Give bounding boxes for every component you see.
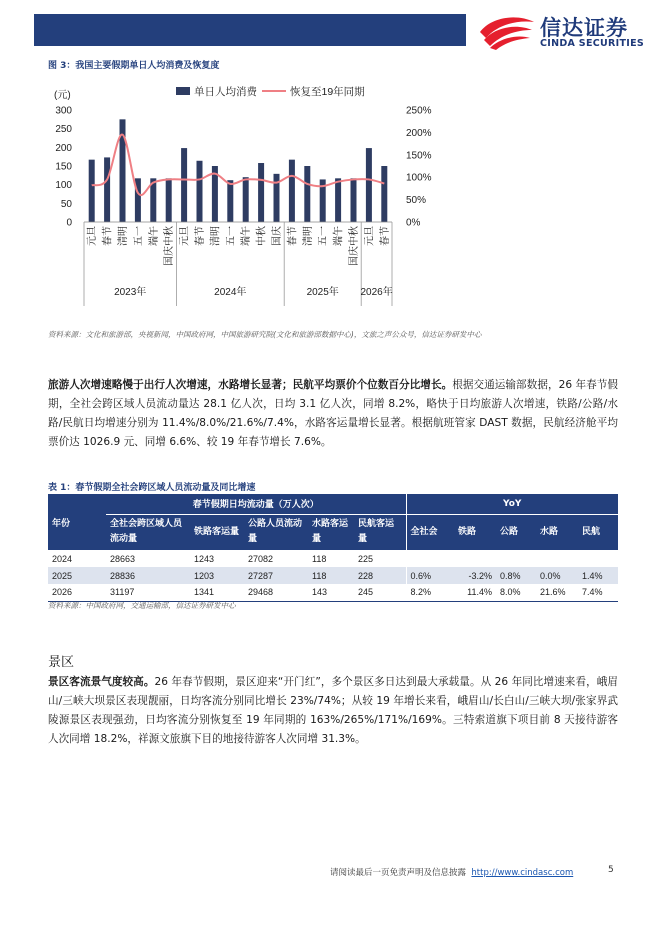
y-right-tick-label: 150% [406,150,432,162]
bar [289,160,295,222]
x-category-label: 春节 [287,226,299,246]
header-col: 水路客运量 [308,514,354,550]
bar [366,148,372,222]
table-row [48,584,618,601]
header-col: 公路 [496,514,536,550]
y-axis-unit-label: (元) [54,90,71,101]
x-category-label: 清明 [302,226,314,246]
cell-year: 2025 [48,567,106,584]
header-col: 公路人员流动量 [244,514,308,550]
bar [227,180,233,222]
cell: 245 [354,584,406,601]
y-left-tick-label: 150 [55,161,72,173]
table-caption: 表 1：春节假期全社会跨区域人员流动量及同比增速 [48,483,256,493]
y-left-tick-label: 300 [55,105,72,117]
legend-line-label: 恢复至19年同期 [290,86,365,98]
year-group-label: 2023年 [114,287,147,298]
year-group-label: 2025年 [306,287,339,298]
header-group-flow: 春节假期日均流动量（万人次） [106,494,406,514]
cell: 118 [312,553,327,564]
header-bar [34,14,466,46]
paragraph-transport [48,376,618,452]
header-col: 铁路 [454,514,496,550]
bar [335,178,341,222]
cell: 31197 [106,584,190,601]
cell: 27287 [244,567,308,584]
x-category-label: 清明 [210,226,222,246]
paragraph-transport-lead: 旅游人次增速略慢于出行人次增速，水路增长显著；民航平均票价个位数百分比增长。 [48,379,453,391]
cell: 143 [308,584,354,601]
x-category-label: 国庆中秋 [164,226,176,266]
x-category-label: 国庆 [272,226,283,246]
y-right-tick-label: 0% [406,217,421,229]
bar [181,148,187,222]
x-category-label: 元旦 [87,226,99,246]
figure-source: 资料来源：文化和旅游部，央视新闻，中国政府网，中国旅游研究院(文化和旅游部数据中心)，文旅之声公众号，信达证券研发中心 [48,330,482,339]
header-col: 全社会 [406,514,454,550]
table-row [48,567,618,584]
x-category-label: 端午 [333,226,345,246]
x-category-label: 中秋 [256,226,268,246]
cell-year: 2026 [48,584,106,601]
x-category-label: 春节 [379,226,391,246]
bar [166,178,172,222]
cell [578,550,618,567]
cell: 118 [308,567,354,584]
cell: 1203 [190,567,244,584]
cell: 0.0% [536,567,578,584]
x-category-label: 五一 [318,226,330,246]
y-left-tick-label: 0 [66,217,72,229]
cell: 7.4% [578,584,618,601]
header-col: 全社会跨区域人员流动量 [106,514,190,550]
cell: 1.4% [578,567,618,584]
x-category-label: 国庆中秋 [349,226,360,266]
bar [258,163,264,222]
bar [104,157,110,222]
header-year: 年份 [48,494,106,550]
cell: 8.0% [496,584,536,601]
cell: 21.6% [536,584,578,601]
header-col: 民航客运量 [354,514,406,550]
cell: 27082 [248,553,274,564]
passenger-flow-table [48,494,618,602]
bar [381,166,387,222]
year-group-label: 2026年 [360,287,393,298]
bar [304,166,310,222]
company-logo [478,12,648,52]
y-right-tick-label: 200% [406,127,432,139]
x-category-label: 五一 [133,226,145,246]
table-source: 资料来源：中国政府网，交通运输部，信达证券研发中心 [48,601,236,610]
cell [536,550,578,567]
header-col: 水路 [536,514,578,550]
y-left-tick-label: 100 [55,180,72,192]
cell: 28663 [110,553,136,564]
bar [351,178,357,222]
year-group-label: 2024年 [214,287,247,298]
figure-caption: 图 3：我国主要假期单日人均消费及恢复度 [48,61,220,71]
logo-chinese: 信达证券 [540,16,628,40]
x-category-label: 元旦 [179,226,191,246]
cell: 225 [358,553,374,564]
bar [197,161,203,222]
x-category-label: 五一 [225,226,237,246]
cell: -3.2% [454,567,496,584]
table-row [48,550,618,567]
y-right-tick-label: 100% [406,172,432,184]
footer-disclaimer: 请阅读最后一页免责声明及信息披露 [330,868,467,878]
y-right-tick-label: 250% [406,105,432,117]
paragraph-transport-body: 根据交通运输部数据，26 年春节假期，全社会跨区域人员流动量达 28.1 亿人次，日均 3.1 亿人次，同增 8.2%，略快于日均旅游人次增速，铁路/公路/水路/民航日均增速分别为 11.4%/8.0%/21.6%/7.4%，水路客运量增长显著。根据航班管家 DAST 数据，民航经济舱平均票价达 1026.9 元、同增 6.6%、较 19 年春节增长 7.6%。 [48,379,618,448]
header-col: 铁路客运量 [190,514,244,550]
x-category-label: 元旦 [364,226,376,246]
cell: 28836 [106,567,190,584]
x-category-label: 春节 [102,226,114,246]
chart [40,74,600,326]
section-title: 景区 [48,655,75,670]
legend-bar-label: 单日人均消费 [194,86,257,98]
cell: 0.8% [496,567,536,584]
cell: 228 [354,567,406,584]
logo-mark-icon [478,12,536,50]
cell: 29468 [244,584,308,601]
legend-bar-swatch [176,87,190,95]
x-category-label: 春节 [195,226,206,246]
cell-year: 2024 [52,553,73,564]
footer [330,866,573,878]
header-group-yoy: YoY [406,494,618,514]
cell [406,550,454,567]
cell: 1243 [194,553,215,564]
x-category-label: 端午 [148,226,160,246]
y-left-tick-label: 250 [55,124,72,136]
bar [89,160,95,222]
header-col: 民航 [578,514,618,550]
cell: 0.6% [406,567,454,584]
paragraph-scenic-body: 26 年春节假期，景区迎来“开门红”，多个景区多日达到最大承载量。从 26 年同比增速来看，峨眉山/三峡大坝景区表现靓丽，日均客流分别同比增长 23%/74%；从较 19 年增长来看，峨眉山/长白山/三峡大坝/张家界武陵源景区表现强劲，日均客流分别恢复至 19 年同期的 163%/265%/171%/169%。三特索道旗下项目前 8 天接待游客人次同增 18.2%，祥源文旅旗下目的地接待游客人次同增 31.3%。 [48,676,618,745]
y-left-tick-label: 200 [55,142,72,154]
cell: 8.2% [406,584,454,601]
paragraph-scenic [48,673,618,749]
logo-english: CINDA SECURITIES [540,38,645,49]
y-right-tick-label: 50% [406,195,427,207]
footer-link[interactable]: http://www.cindasc.com [471,868,574,878]
y-left-tick-label: 50 [60,198,72,210]
cell: 1341 [190,584,244,601]
x-category-label: 端午 [241,226,253,246]
cell [454,550,496,567]
cell: 11.4% [454,584,496,601]
x-category-label: 清明 [118,226,129,246]
cell [496,550,536,567]
page-number: 5 [608,865,614,875]
paragraph-scenic-lead: 景区客流景气度较高。 [48,676,155,688]
bar [243,177,249,222]
